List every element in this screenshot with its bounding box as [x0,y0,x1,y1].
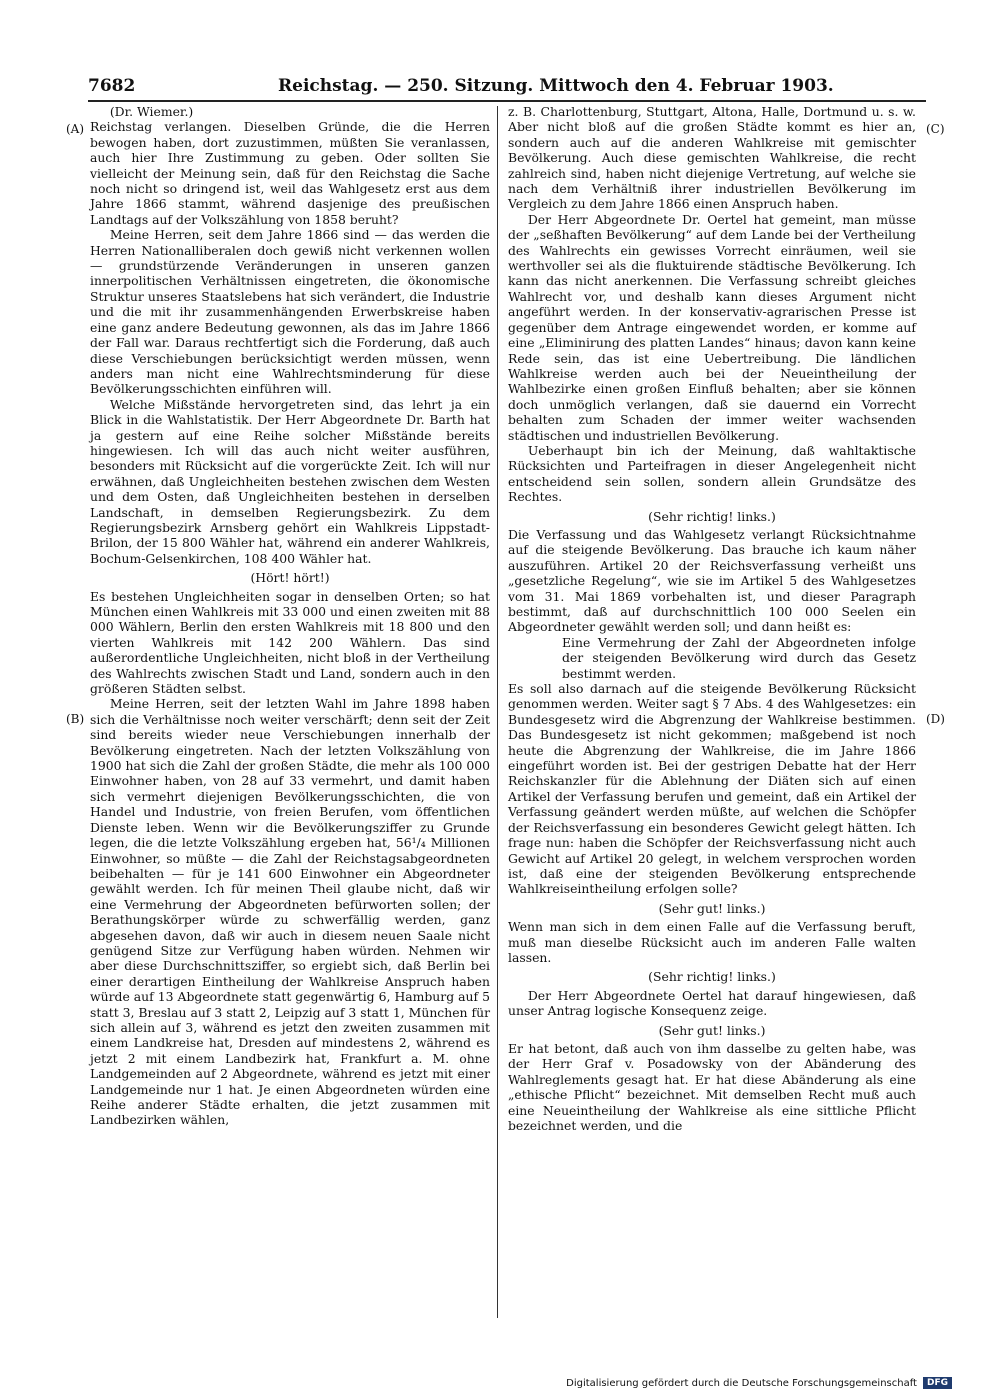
paragraph: Er hat betont, daß auch von ihm dasselbe zu gelten habe, was der Herr Graf v. Posadowsky von der Abänderung des Wahlreglements gesagt hat. Er hat diese Abänderung als eine „ethische Pflicht“ bezeichnet. Mit demselben Recht muß auch eine Neueintheilung der Wahlkreise als eine sittliche Pflicht bezeichnet werden, und die [508,1040,916,1133]
margin-marker-b: (B) [66,712,85,726]
interjection: (Sehr gut! links.) [658,1022,766,1038]
interjection: (Hört! hört!) [250,570,330,586]
interjection: (Sehr richtig! links.) [648,969,776,985]
left-column [90,104,490,1128]
paragraph: z. B. Charlottenburg, Stuttgart, Altona, Halle, Dortmund u. s. w. Aber nicht bloß auf die großen Städte kommt es hier an, sondern auch auf die anderen Wahlkreise mit gemischter Bevölkerung. Auch diese gemischten Wahlkreise, die recht zahlreich sind, haben nicht diejenige Vertretung, auf welche sie nach dem Verhältniß ihrer industriellen Bevölkerung im Vergleich zu dem Jahre 1866 einen Anspruch haben. [508,104,916,212]
interjection: (Sehr richtig! links.) [648,508,776,524]
margin-marker-d: (D) [926,712,945,726]
paragraph: Es bestehen Ungleichheiten sogar in denselben Orten; so hat München einen Wahlkreis mit 33 000 und einen zweiten mit 88 000 Wählern, Berlin den ersten Wahlkreis mit 18 800 und den vierten Wahlkreis mit 142 200 Wählern. Das sind außerordentliche Ungleichheiten, nicht bloß in der Vertheilung des Wahlrechts zwischen Stadt und Land, sondern auch in den größeren Städten selbst. [90,588,490,697]
paragraph: Meine Herren, seit der letzten Wahl im Jahre 1898 haben sich die Verhältnisse noch weiter verschärft; denn seit der Zeit sind bereits wieder neue Verschiebungen innerhalb der Bevölkerung eingetreten. Nach der letzten Volkszählung von 1900 hat sich die Zahl der großen Städte, die mehr als 100 000 Einwohner haben, von 28 auf 33 vermehrt, und damit haben sich vermehrt diejenigen Bevölkerungsschichten, die von Handel und Industrie, von freien Berufen, vom öffentlichen Dienste leben. Wenn wir die Bevölkerungsziffer zu Grunde legen, die die letzte Volkszählung ergeben hat, 56¹/₄ Millionen Einwohner, so müßte — die Zahl der Reichstagsabgeordneten beibehalten — für je 141 600 Einwohner ein Abgeordneter gewählt werden. Ich für meinen Theil glaube nicht, daß wir eine Vermehrung der Abgeordneten befürworten sollen; der Berathungskörper würde zu schwerfällig werden, ganz abgesehen davon, daß wir auch in diesem neuen Saale nicht genügend Sitze zur Verfügung haben würden. Nehmen wir aber diese Durchschnittsziffer, so ergiebt sich, daß Berlin bei einer derartigen Eintheilung der Wahlkreise Anspruch haben würde auf 13 Abgeordnete statt gegenwärtig 6, Hamburg auf 5 statt 3, Breslau auf 3 statt 2, Leipzig auf 3 statt 1, München für sich allein auf 3, während es jetzt den zweiten zusammen mit einem Landkreise hat, Dresden auf mindestens 2, während es jetzt 2 mit einem Landbezirk hat, Frankfurt a. M. ohne Landgemeinden auf 2 Abgeordnete, während es jetzt mit einer Landgemeinde nur 1 hat. Je einen Abgeordneten würden eine Reihe anderer Städte erhalten, die jetzt zusammen mit Landbezirken wählen, [90,696,490,1128]
footer-text: Digitalisierung gefördert durch die Deutsche Forschungsgemeinschaft [566,1377,917,1389]
paragraph: Meine Herren, seit dem Jahre 1866 sind — das werden die Herren Nationalliberalen doch gewiß nicht verkennen wollen — grundstürzende Veränderungen in unseren ganzen innerpolitischen Verhältnissen eingetreten, die ökonomische Struktur unseres Staatslebens hat sich verändert, die Industrie und die mit ihr zusammenhängenden Erwerbskreise haben eine ganz andere Bedeutung gewonnen, als das im Jahre 1866 der Fall war. Daraus rechtfertigt sich die Forderung, daß auch diese Verschiebungen berücksichtigt werden müssen, wenn anders man nicht eine Wahlrechtsminderung für diese Bevölkerungsschichten einführen will. [90,227,490,397]
margin-marker-c: (C) [926,122,945,136]
running-head: Reichstag. — 250. Sitzung. Mittwoch den 4. Februar 1903. [278,76,834,96]
speaker-label: (Dr. Wiemer.) [109,104,194,119]
paragraph: Der Herr Abgeordnete Oertel hat darauf hingewiesen, daß unser Antrag logische Konsequenz zeige. [508,987,916,1019]
paragraph: Ueberhaupt bin ich der Meinung, daß wahltaktische Rücksichten und Parteifragen in dieser Angelegenheit nicht entscheidend sein sollen, sondern allein Grundsätze des Rechtes. [508,442,916,505]
paragraph: Wenn man sich in dem einen Falle auf die Verfassung beruft, muß man dieselbe Rücksicht auch im anderen Falle walten lassen. [508,919,916,965]
page-header [88,74,926,100]
margin-marker-a: (A) [66,122,85,136]
column-divider [497,106,498,1318]
dfg-logo: DFG [923,1377,952,1389]
right-column [508,104,916,1133]
paragraph: Es soll also darnach auf die steigende Bevölkerung Rücksicht genommen werden. Weiter sagt § 7 Abs. 4 des Wahlgesetzes: ein Bundesgesetz wird die Abgrenzung der Wahlkreise bestimmen. Das Bundesgesetz ist nicht gekommen; maßgebend ist noch heute die Abgrenzung der Wahlkreise, die im Jahre 1866 eingeführt worden ist. Bei der gestrigen Debatte hat der Herr Reichskanzler für die Ablehnung der Diäten sich auf einen Artikel der Verfassung berufen und gemeint, daß ein Artikel der Verfassung geändert werden müßte, auf welchen die Schöpfer der Reichsverfassung ein besonderes Gewicht gelegt hätten. Ich frage nun: haben die Schöpfer der Reichsverfassung nicht auch Gewicht auf Artikel 20 gelegt, in welchem versprochen worden ist, daß eine der steigenden Bevölkerung entsprechende Wahlkreiseintheilung erfolgen solle? [508,681,916,897]
interjection: (Sehr gut! links.) [658,900,766,916]
paragraph: Der Herr Abgeordnete Dr. Oertel hat gemeint, man müsse der „seßhaften Bevölkerung“ auf dem Lande bei der Vertheilung des Wahlrechts ein gewisses Vorrecht einräumen, weil sie werthvoller sei als die fluktuirende städtische Bevölkerung. Ich kann das nicht anerkennen. Die Verfassung schreibt gleiches Wahlrecht vor, und deshalb kann dieses Argument nicht angeführt werden. In der konservativ-agrarischen Presse ist gegenüber dem Antrage eingewendet worden, er komme auf eine „Eliminirung des platten Landes“ hinaus; davon kann keine Rede sein, das ist eine Uebertreibung. Die ländlichen Wahlkreise werden auch bei der Neueintheilung der Wahlbezirke einen großen Einfluß behalten; aber sie können doch unmöglich verlangen, daß sie dauernd ein Vorrecht behalten zum Schaden der immer weiter wachsenden städtischen und industriellen Bevölkerung. [508,211,916,443]
digitization-footer [566,1377,952,1389]
paragraph: Die Verfassung und das Wahlgesetz verlangt Rücksichtnahme auf die steigende Bevölkerung. Das brauche ich kaum näher auszuführen. Artikel 20 der Reichsverfassung verheißt uns „gesetzliche Regelung“, wie sie im Artikel 5 des Wahlgesetzes vom 31. Mai 1869 vorbehalten ist, und dieser Paragraph bestimmt, daß auf durchschnittlich 100 000 Seelen ein Abgeordneter gewählt werden soll; und dann heißt es: [508,526,916,635]
paragraph: Welche Mißstände hervorgetreten sind, das lehrt ja ein Blick in die Wahlstatistik. Der Herr Abgeordnete Dr. Barth hat ja gestern auf eine Reihe solcher Mißstände bereits hingewiesen. Ich will das auch nicht weiter ausführen, besonders mit Rücksicht auf die vorgerückte Zeit. Ich will nur erwähnen, daß Ungleichheiten bestehen zwischen dem Westen und dem Osten, daß Ungleichheiten bestehen in derselben Landschaft, in demselben Regierungsbezirk. Zu dem Regierungsbezirk Arnsberg gehört ein Wahlkreis Lippstadt-Brilon, der 15 800 Wähler hat, während ein anderer Wahlkreis, Bochum-Gelsenkirchen, 108 400 Wähler hat. [90,396,490,566]
header-rule [88,100,926,102]
paragraph: Reichstag verlangen. Dieselben Gründe, die die Herren bewogen haben, dort zuzustimmen, müßten Sie veranlassen, auch hier Ihre Zustimmung zu geben. Oder sollten Sie vielleicht der Meinung sein, daß für den Reichstag die Sache noch nicht so dringend ist, weil das Wahlgesetz erst aus dem Jahre 1866 stammt, während dasjenige des preußischen Landtags auf der Volkszählung von 1858 beruht? [90,119,490,227]
page-number: 7682 [88,76,136,96]
quotation: Eine Vermehrung der Zahl der Abgeordneten infolge der steigenden Bevölkerung wird durch das Gesetz bestimmt werden. [562,634,916,681]
